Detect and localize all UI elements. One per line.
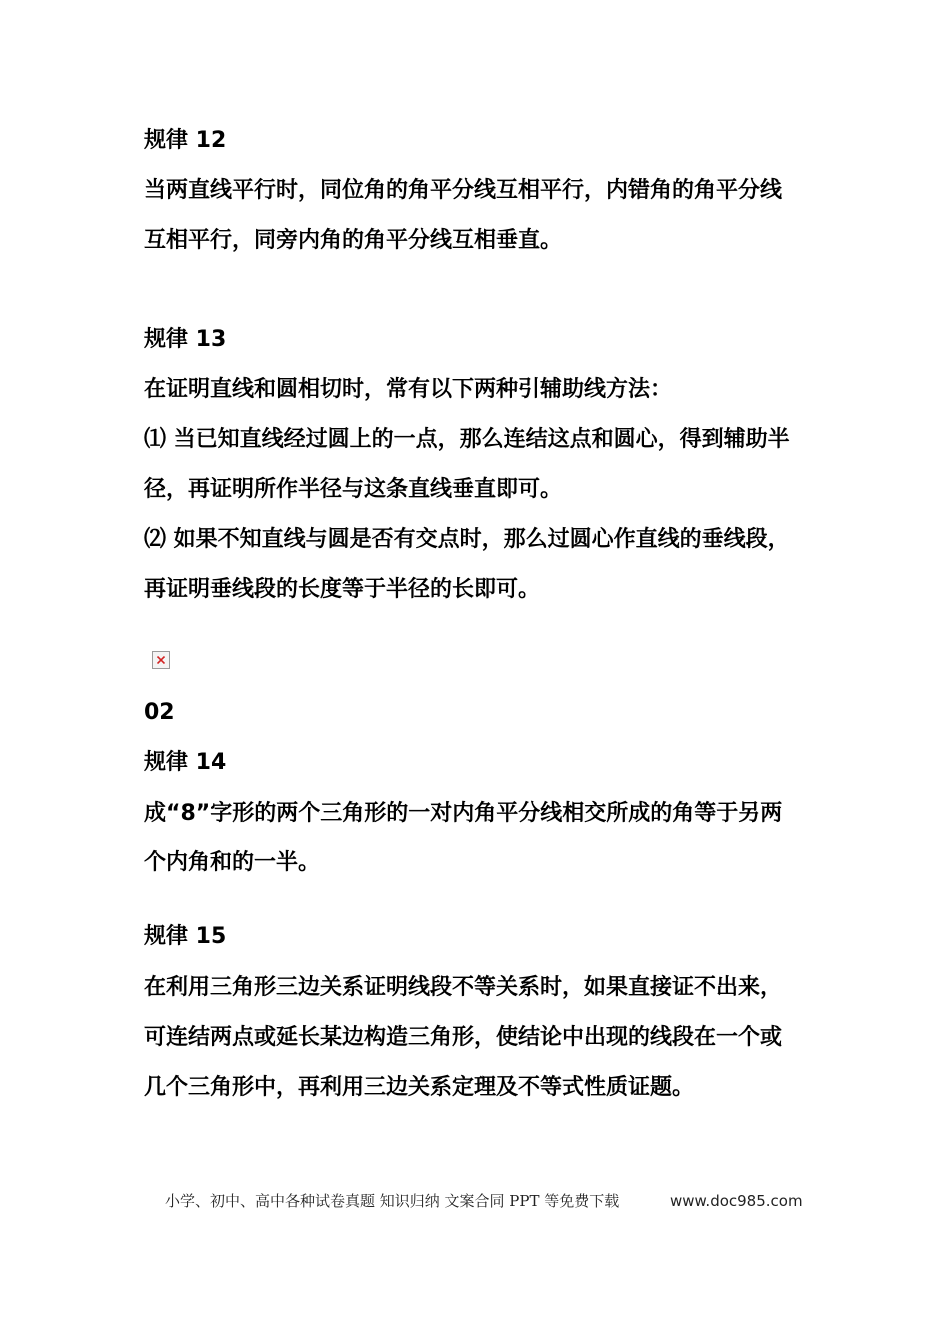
- rule-14-line-1: 成“8”字形的两个三角形的一对内角平分线相交所成的角等于另两: [144, 801, 783, 826]
- rule-12-line-2: 互相平行，同旁内角的角平分线互相垂直。: [144, 228, 563, 253]
- rule-15-heading: 规律 15: [144, 924, 227, 949]
- rule-14-heading: 规律 14: [144, 750, 227, 775]
- rule-13-line-3: 径，再证明所作半径与这条直线垂直即可。: [144, 477, 563, 502]
- section-number: 02: [144, 700, 175, 725]
- rule-12-line-1: 当两直线平行时，同位角的角平分线互相平行，内错角的角平分线: [144, 178, 783, 203]
- rule-15-line-1: 在利用三角形三边关系证明线段不等关系时，如果直接证不出来，: [144, 975, 783, 1000]
- rule-15-line-3: 几个三角形中，再利用三边关系定理及不等式性质证题。: [144, 1075, 695, 1100]
- rule-13-line-5: 再证明垂线段的长度等于半径的长即可。: [144, 577, 541, 602]
- rule-13-line-4: ⑵ 如果不知直线与圆是否有交点时，那么过圆心作直线的垂线段，: [144, 527, 790, 552]
- footer-website-link[interactable]: www.doc985.com: [670, 1192, 803, 1210]
- broken-image-icon: [152, 651, 170, 669]
- rule-13-heading: 规律 13: [144, 327, 227, 352]
- rule-14-line-2: 个内角和的一半。: [144, 850, 321, 875]
- rule-13-line-2: ⑴ 当已知直线经过圆上的一点，那么连结这点和圆心，得到辅助半: [144, 427, 790, 452]
- rule-12-heading: 规律 12: [144, 128, 227, 153]
- rule-13-line-1: 在证明直线和圆相切时，常有以下两种引辅助线方法：: [144, 377, 673, 402]
- footer-text: 小学、初中、高中各种试卷真题 知识归纳 文案合同 PPT 等免费下载: [165, 1192, 620, 1210]
- rule-15-line-2: 可连结两点或延长某边构造三角形，使结论中出现的线段在一个或: [144, 1025, 783, 1050]
